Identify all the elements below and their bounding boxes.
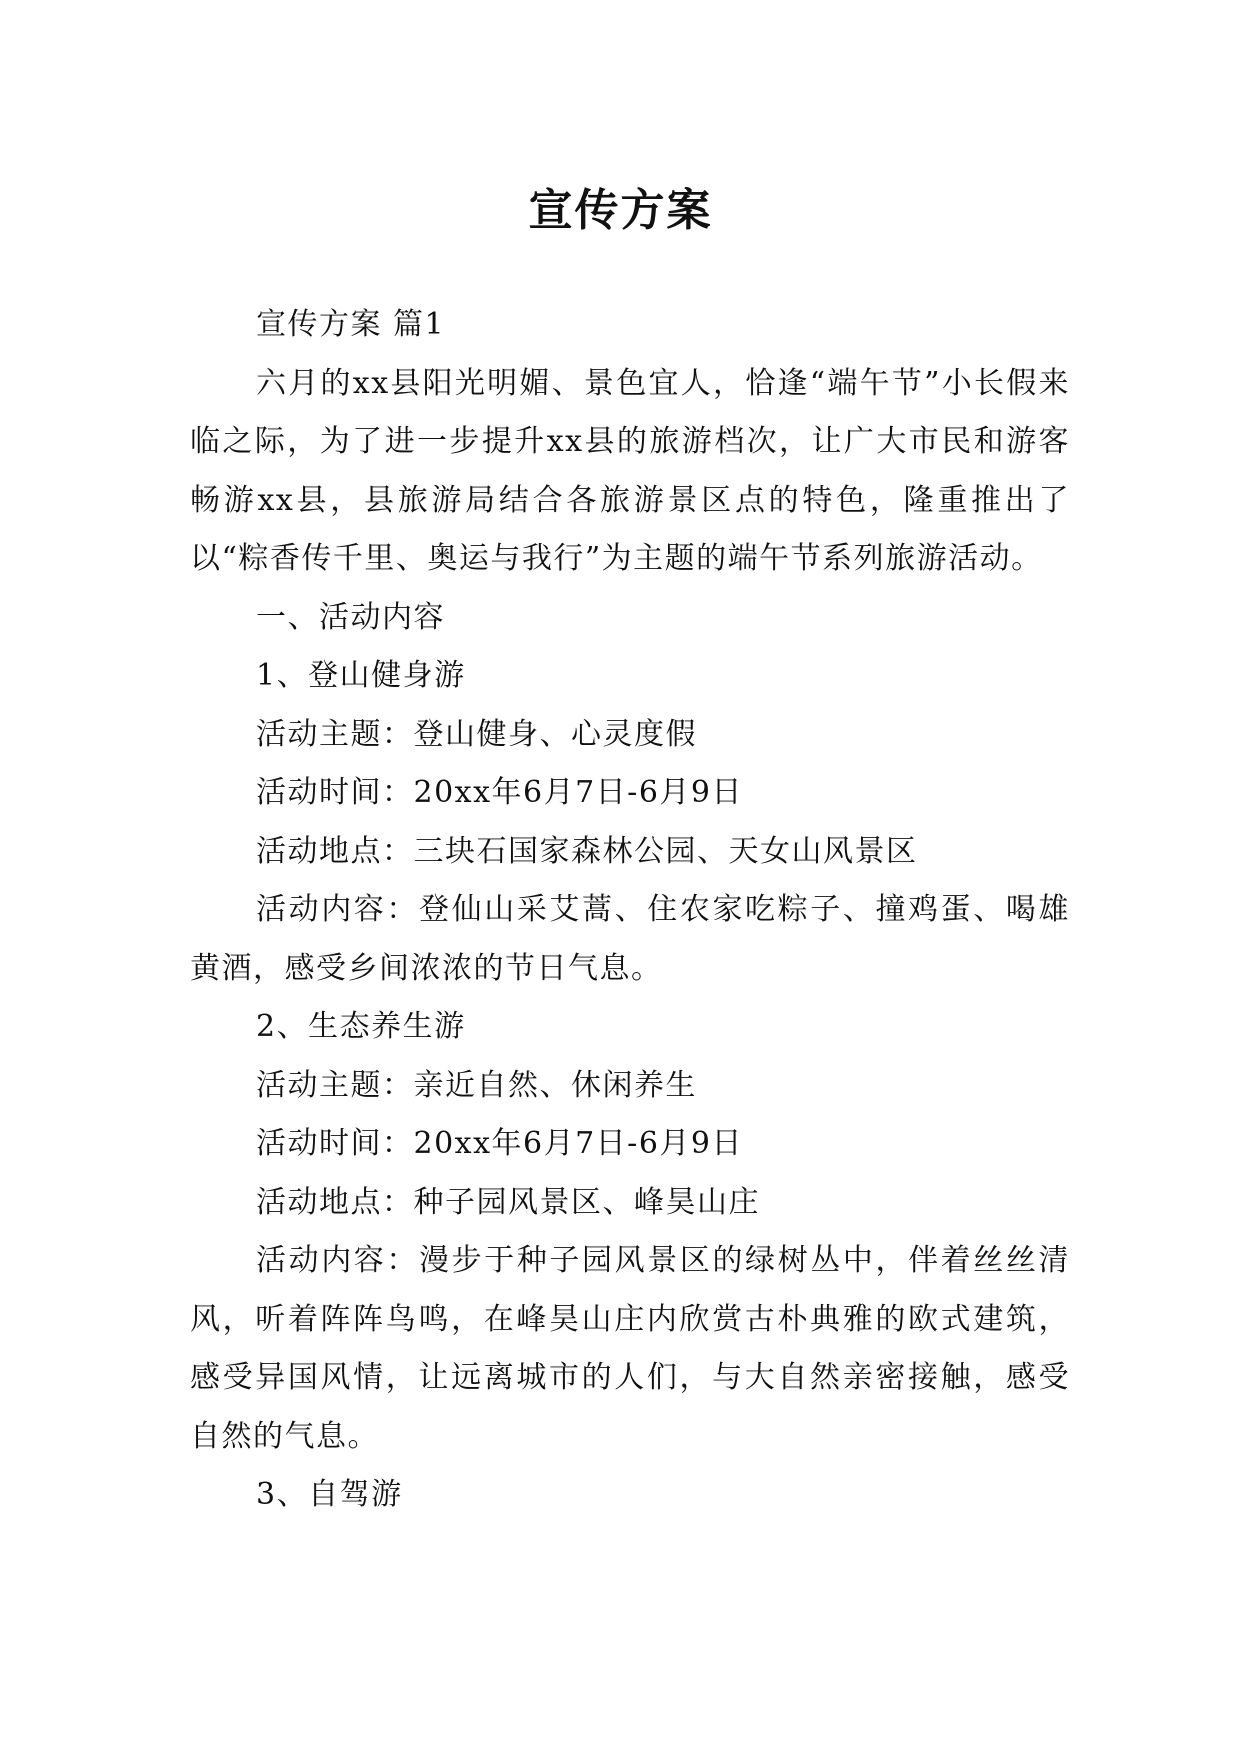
activity-2-theme: 活动主题：亲近自然、休闲养生 [256,1067,697,1103]
document-body [190,296,1070,1525]
activity-1-location: 活动地点：三块石国家森林公园、天女山风景区 [256,833,918,869]
activity-1-heading: 1、登山健身游 [256,658,466,693]
activity-2-heading: 2、生态养生游 [256,1009,466,1044]
document-title: 宣传方案 [528,185,713,237]
activity-2-content: 活动内容：漫步于种子园风景区的绿树丛中，伴着丝丝清风，听着阵阵鸟鸣，在峰昊山庄内欣赏古朴典雅的欧式建筑，感受异国风情，让远离城市的人们，与大自然亲密接触，感受自然的气息。 [190,1243,1070,1454]
activity-2-time: 活动时间：20xx年6月7日-6月9日 [256,1126,743,1161]
activity-2-location: 活动地点：种子园风景区、峰昊山庄 [256,1184,760,1220]
part-heading: 一、活动内容 [256,599,445,635]
activity-1-time: 活动时间：20xx年6月7日-6月9日 [256,775,743,810]
activity-3-heading: 3、自驾游 [256,1477,403,1512]
activity-1-theme: 活动主题：登山健身、心灵度假 [256,716,697,752]
activity-1-content: 活动内容：登仙山采艾蒿、住农家吃粽子、撞鸡蛋、喝雄黄酒，感受乡间浓浓的节日气息。 [190,892,1070,986]
intro-paragraph: 六月的xx县阳光明媚、景色宜人，恰逢“端午节”小长假来临之际，为了进一步提升xx县的旅游档次，让广大市民和游客畅游xx县，县旅游局结合各旅游景区点的特色，隆重推出了以“粽香传千里、奥运与我行”为主题的端午节系列旅游活动。 [190,365,1070,576]
section-heading: 宣传方案 篇1 [256,307,446,342]
